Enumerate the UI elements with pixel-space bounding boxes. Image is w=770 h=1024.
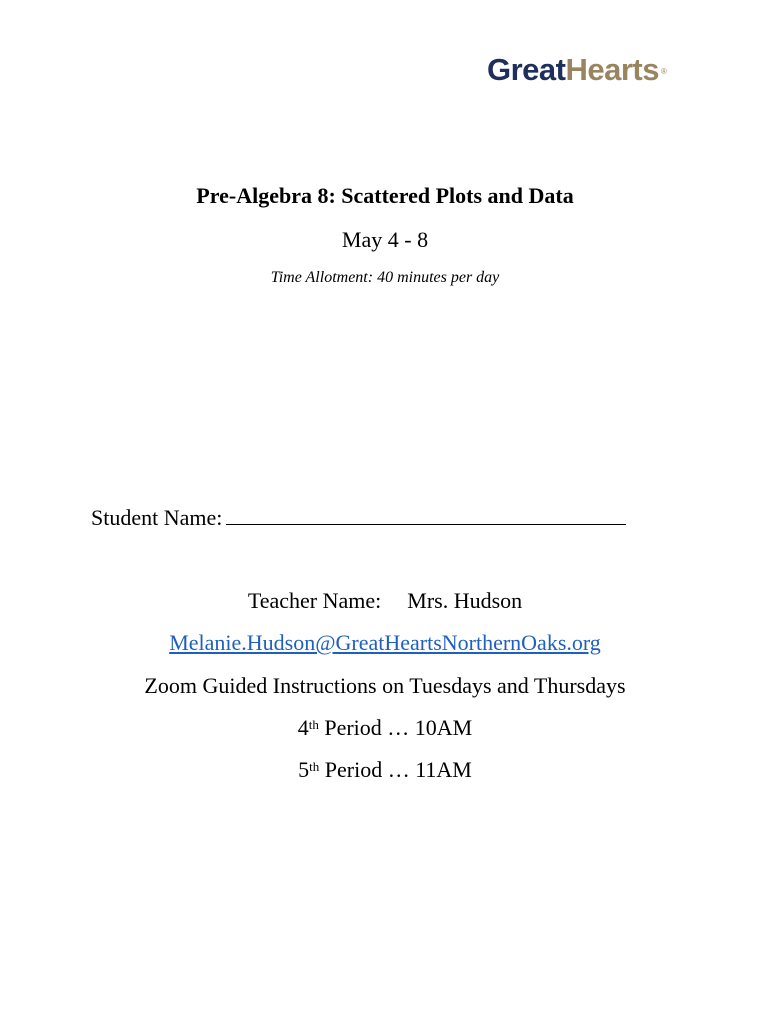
zoom-instructions: Zoom Guided Instructions on Tuesdays and Thursdays: [144, 673, 626, 698]
period-number: 4: [297, 715, 309, 740]
logo-text-great: Great: [487, 52, 566, 87]
date-range: May 4 - 8: [341, 227, 429, 252]
registered-mark: ®: [660, 67, 667, 76]
period-5-line: [0, 755, 770, 785]
student-name-blank: [226, 502, 626, 525]
teacher-line: [0, 586, 770, 616]
student-name-label: Student Name:: [91, 505, 223, 530]
period-4-line: [0, 713, 770, 743]
teacher-email-line: [0, 628, 770, 658]
teacher-name-label: Teacher Name:: [247, 588, 382, 613]
greathearts-logo: [487, 52, 666, 88]
period-time: Period … 11AM: [319, 757, 472, 782]
period-ordinal-suffix: th: [308, 717, 319, 732]
teacher-email-link[interactable]: Melanie.Hudson@GreatHeartsNorthernOaks.org: [169, 630, 601, 655]
logo-text-hearts: Hearts: [565, 52, 659, 87]
teacher-name-value: Mrs. Hudson: [407, 588, 523, 613]
document-title: Pre-Algebra 8: Scattered Plots and Data: [196, 183, 574, 208]
period-time: Period … 10AM: [318, 715, 473, 740]
time-allotment: Time Allotment: 40 minutes per day: [270, 269, 500, 286]
student-name-line: [91, 502, 626, 533]
period-number: 5: [298, 757, 310, 782]
period-ordinal-suffix: th: [309, 759, 320, 774]
